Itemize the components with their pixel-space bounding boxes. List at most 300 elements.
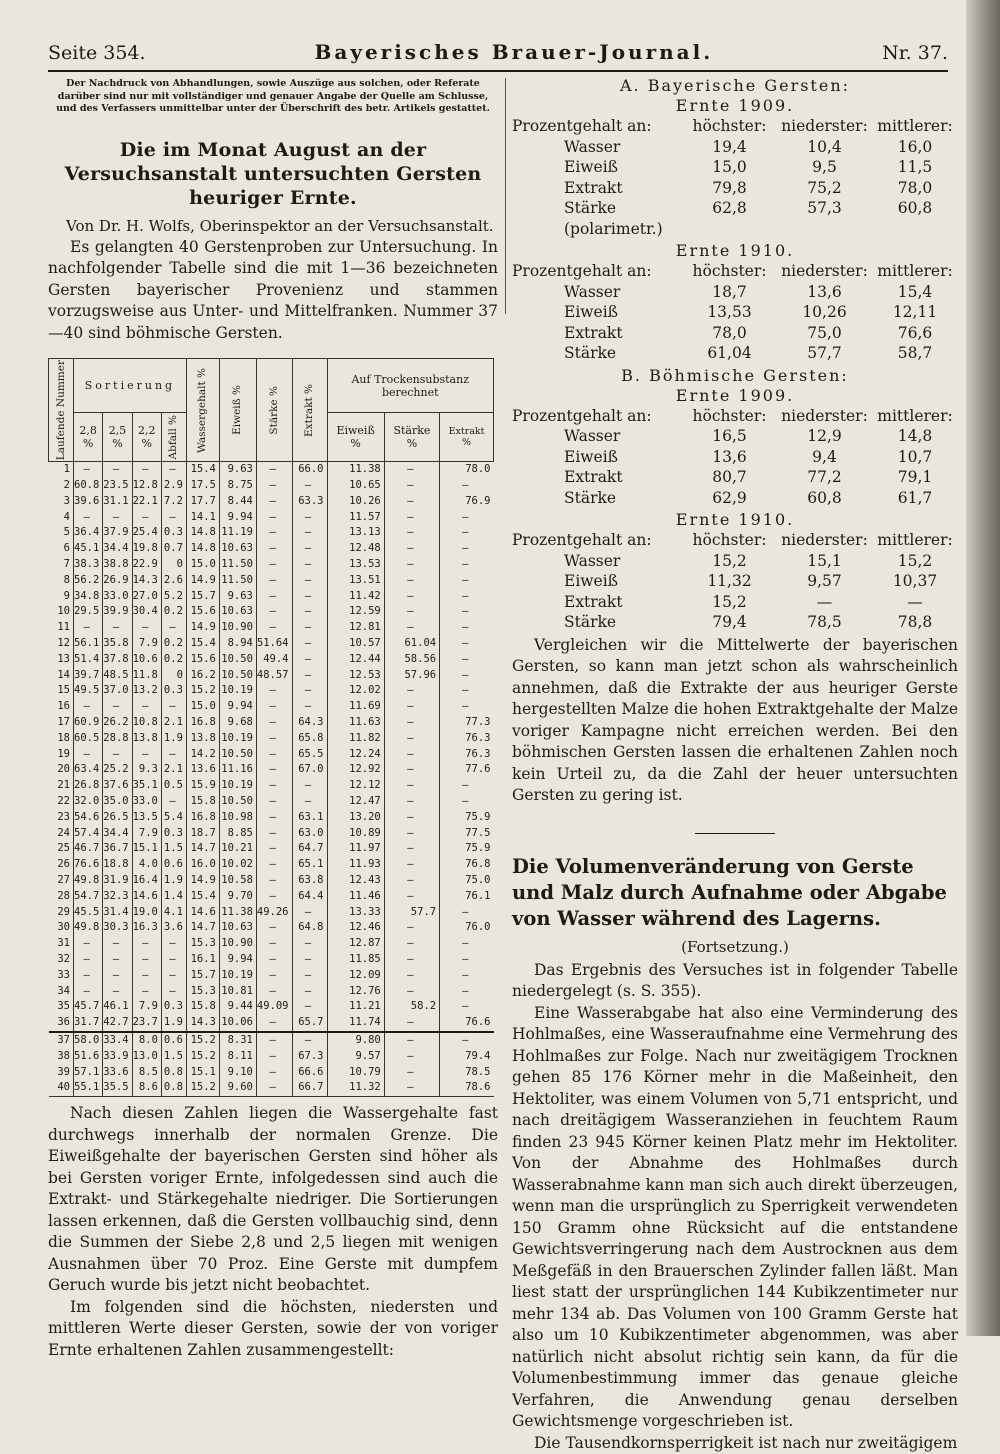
article2-continued: (Fortsetzung.) xyxy=(512,936,958,958)
table-cell: 10.19 xyxy=(219,968,256,984)
table-cell: 7.9 xyxy=(132,826,161,842)
table-cell: 15.8 xyxy=(186,999,219,1015)
table-cell: 5.2 xyxy=(161,589,186,605)
col-header-s22: 2,2 xyxy=(138,424,156,437)
table-cell: 16.4 xyxy=(132,873,161,889)
table-cell: 11.50 xyxy=(219,573,256,589)
table-cell: — xyxy=(132,952,161,968)
table-cell: — xyxy=(256,841,292,857)
table-cell: 10.19 xyxy=(219,778,256,794)
table-cell: 33.0 xyxy=(132,794,161,810)
table-cell: 16.2 xyxy=(186,668,219,684)
reprint-note: Der Nachdruck von Abhandlungen, sowie Auszüge aus solchen, oder Referate darüber sind nur mit vollständiger und genauer Angabe der Quelle am Schlusse, und des Verfassers unmittelbar unter der Überschrift des betr. Artikels gestattet. xyxy=(48,76,498,116)
table-cell: 19.8 xyxy=(132,541,161,557)
stats-value: 13,6 xyxy=(777,282,872,303)
table-cell: 67.3 xyxy=(292,1049,327,1065)
table-cell: — xyxy=(384,968,439,984)
page-number: Seite 354. xyxy=(48,42,146,64)
table-cell: — xyxy=(384,557,439,573)
stats-value: 13,53 xyxy=(682,302,777,323)
article2-title: Die Volumenveränderung von Gerste und Malz durch Aufnahme oder Abgabe von Wasser während des Lagerns. xyxy=(512,854,958,932)
stats-value: 78,0 xyxy=(872,178,958,199)
stats-row-label: Stärke xyxy=(512,488,682,509)
table-cell: 15.4 xyxy=(186,636,219,652)
table-cell: 48.5 xyxy=(103,668,132,684)
table-cell: 14.9 xyxy=(186,573,219,589)
table-row xyxy=(49,668,494,684)
table-cell: 10 xyxy=(49,604,74,620)
table-cell: — xyxy=(256,747,292,763)
stats-value: 12,11 xyxy=(872,302,958,323)
stats-value: 15,4 xyxy=(872,282,958,303)
table-cell: 15.0 xyxy=(186,699,219,715)
table-cell: — xyxy=(384,589,439,605)
table-row xyxy=(49,731,494,747)
article-byline: Von Dr. H. Wolfs, Oberinspektor an der Versuchsanstalt. xyxy=(48,216,498,237)
table-row xyxy=(49,683,494,699)
table-cell: 12.46 xyxy=(327,920,384,936)
table-cell: 46.7 xyxy=(74,841,103,857)
table-cell: — xyxy=(384,1049,439,1065)
table-cell: 42.7 xyxy=(103,1015,132,1032)
table-cell: — xyxy=(256,462,292,478)
table-cell: — xyxy=(132,620,161,636)
table-cell: 17 xyxy=(49,715,74,731)
table-cell: 12.24 xyxy=(327,747,384,763)
table-cell: 10.57 xyxy=(327,636,384,652)
stats-value: 78,5 xyxy=(777,612,872,633)
stats-conclusion: Vergleichen wir die Mittelwerte der bayerischen Gersten, so kann man jetzt schon als wahrscheinlich annehmen, daß die Extrakte der aus heuriger Gerste hergestellten Malze die hohen Extraktgehalte der Malze voriger Kampagne nicht erreichen werden. Bei den böhmischen Gersten lassen die erhaltenen Zahlen noch kein Urteil zu, da die Zahl der heuer untersuchten Gersten zu gering ist. xyxy=(512,635,958,807)
table-cell: — xyxy=(440,683,494,699)
table-cell: 35.8 xyxy=(103,636,132,652)
table-cell: 1.9 xyxy=(161,873,186,889)
table-cell: 14.3 xyxy=(186,1015,219,1032)
table-row xyxy=(49,699,494,715)
table-cell: 14.6 xyxy=(186,905,219,921)
table-cell: 11.57 xyxy=(327,510,384,526)
table-cell: 39.7 xyxy=(74,668,103,684)
table-cell: — xyxy=(161,747,186,763)
stats-header-max: höchster: xyxy=(682,530,777,551)
table-row xyxy=(49,936,494,952)
table-row xyxy=(49,920,494,936)
issue-number: Nr. 37. xyxy=(882,42,948,64)
table-row xyxy=(49,1080,494,1096)
table-cell: 34.8 xyxy=(74,589,103,605)
table-cell: — xyxy=(132,462,161,478)
table-cell: — xyxy=(440,1032,494,1049)
table-cell: 66.7 xyxy=(292,1080,327,1096)
stats-a-1909-table xyxy=(512,116,958,239)
table-cell: — xyxy=(440,652,494,668)
table-cell: 78.0 xyxy=(440,462,494,478)
table-cell: 54.6 xyxy=(74,810,103,826)
table-cell: 15.2 xyxy=(186,1049,219,1065)
table-cell: 31 xyxy=(49,936,74,952)
table-cell: — xyxy=(384,494,439,510)
header-rule xyxy=(48,70,948,72)
table-cell: — xyxy=(256,541,292,557)
table-cell: 4.1 xyxy=(161,905,186,921)
table-cell: — xyxy=(292,1032,327,1049)
table-cell: — xyxy=(292,541,327,557)
table-row xyxy=(49,778,494,794)
table-cell: 12.02 xyxy=(327,683,384,699)
table-cell: 0.7 xyxy=(161,541,186,557)
table-cell: 33.0 xyxy=(103,589,132,605)
table-cell: 15.7 xyxy=(186,968,219,984)
table-cell: 5.4 xyxy=(161,810,186,826)
journal-title: Bayerisches Brauer-Journal. xyxy=(314,40,713,64)
table-cell: — xyxy=(440,510,494,526)
table-cell: 11.74 xyxy=(327,1015,384,1032)
table-cell: 49.4 xyxy=(256,652,292,668)
table-cell: 0.3 xyxy=(161,525,186,541)
table-cell: 14 xyxy=(49,668,74,684)
table-cell: 15.2 xyxy=(186,1080,219,1096)
table-cell: 11.69 xyxy=(327,699,384,715)
stats-header-avg: mittlerer: xyxy=(872,261,958,282)
table-cell: — xyxy=(384,747,439,763)
table-cell: 15.7 xyxy=(186,589,219,605)
table-cell: 10.50 xyxy=(219,794,256,810)
stats-value: 14,8 xyxy=(872,426,958,447)
table-cell: — xyxy=(256,715,292,731)
table-cell: — xyxy=(256,778,292,794)
table-cell: — xyxy=(132,747,161,763)
table-cell: 37 xyxy=(49,1032,74,1049)
stats-b-1909-title: Ernte 1909. xyxy=(512,386,958,406)
table-cell: 32.0 xyxy=(74,794,103,810)
table-row xyxy=(49,841,494,857)
table-cell: — xyxy=(256,683,292,699)
table-cell: — xyxy=(384,1032,439,1049)
table-row xyxy=(49,589,494,605)
col-header-t-eiweiss: Eiweiß xyxy=(336,424,374,437)
table-cell: 11.97 xyxy=(327,841,384,857)
table-cell: 75.0 xyxy=(440,873,494,889)
table-cell: — xyxy=(292,668,327,684)
table-cell: 25.2 xyxy=(103,762,132,778)
table-cell: — xyxy=(292,525,327,541)
table-cell: 8.0 xyxy=(132,1032,161,1049)
table-cell: — xyxy=(256,589,292,605)
table-cell: 32 xyxy=(49,952,74,968)
table-row xyxy=(49,1049,494,1065)
table-cell: 13 xyxy=(49,652,74,668)
table-cell: 36.4 xyxy=(74,525,103,541)
table-cell: 15.2 xyxy=(186,1032,219,1049)
table-cell: 11.38 xyxy=(327,462,384,478)
table-cell: 56.1 xyxy=(74,636,103,652)
table-cell: 9.44 xyxy=(219,999,256,1015)
table-cell: — xyxy=(256,573,292,589)
page-binding-shadow xyxy=(966,0,1000,1336)
table-cell: — xyxy=(256,478,292,494)
stats-row-label: Stärke xyxy=(512,612,682,633)
table-cell: 9.70 xyxy=(219,889,256,905)
table-row xyxy=(49,999,494,1015)
stats-row-label: Extrakt xyxy=(512,592,682,613)
table-cell: — xyxy=(440,620,494,636)
table-cell: 15.6 xyxy=(186,604,219,620)
table-cell: 13.53 xyxy=(327,557,384,573)
stats-value: 58,7 xyxy=(872,343,958,364)
table-cell: 10.02 xyxy=(219,857,256,873)
table-cell: 15.9 xyxy=(186,778,219,794)
table-cell: 14.6 xyxy=(132,889,161,905)
table-cell: 63.0 xyxy=(292,826,327,842)
stats-b-1910-title: Ernte 1910. xyxy=(512,510,958,530)
table-cell: 11.19 xyxy=(219,525,256,541)
table-cell: — xyxy=(103,936,132,952)
table-cell: 29 xyxy=(49,905,74,921)
col-header-t-extrakt: Extrakt xyxy=(449,426,485,437)
table-cell: — xyxy=(161,699,186,715)
table-cell: 15.8 xyxy=(186,794,219,810)
table-cell: 30 xyxy=(49,920,74,936)
table-cell: 51.6 xyxy=(74,1049,103,1065)
stats-value: 12,9 xyxy=(777,426,872,447)
table-cell: 36 xyxy=(49,1015,74,1032)
table-cell: 13.0 xyxy=(132,1049,161,1065)
stats-value: 57,3 xyxy=(777,198,872,239)
table-row xyxy=(49,762,494,778)
col-header-sortierung: Sortierung xyxy=(74,359,187,413)
stats-value: 79,1 xyxy=(872,467,958,488)
table-cell: 54.7 xyxy=(74,889,103,905)
table-cell: — xyxy=(103,620,132,636)
right-column xyxy=(512,76,958,1316)
table-cell: 49.26 xyxy=(256,905,292,921)
table-cell: — xyxy=(292,984,327,1000)
table-cell: — xyxy=(440,905,494,921)
col-header-eiweiss: Eiweiß % xyxy=(232,385,243,435)
table-cell: 1.5 xyxy=(161,841,186,857)
table-cell: 56.2 xyxy=(74,573,103,589)
table-cell: 40 xyxy=(49,1080,74,1096)
table-cell: 37.6 xyxy=(103,778,132,794)
stats-header-max: höchster: xyxy=(682,406,777,427)
table-cell: 14.7 xyxy=(186,920,219,936)
table-cell: 66.0 xyxy=(292,462,327,478)
stats-row-label: Eiweiß xyxy=(512,571,682,592)
stats-row-label: Extrakt xyxy=(512,467,682,488)
table-cell: 60.9 xyxy=(74,715,103,731)
table-cell: — xyxy=(384,573,439,589)
table-cell: 15 xyxy=(49,683,74,699)
table-row xyxy=(49,573,494,589)
table-cell: 49.8 xyxy=(74,920,103,936)
table-cell: 10.50 xyxy=(219,668,256,684)
table-cell: 5 xyxy=(49,525,74,541)
table-cell: 60.8 xyxy=(74,478,103,494)
table-body xyxy=(49,462,494,1097)
table-row xyxy=(49,1015,494,1032)
table-cell: — xyxy=(256,810,292,826)
table-cell: 13.13 xyxy=(327,525,384,541)
stats-value: 15,0 xyxy=(682,157,777,178)
table-cell: — xyxy=(256,1032,292,1049)
stats-a-title: A. Bayerische Gersten: xyxy=(512,76,958,96)
stats-value: 16,0 xyxy=(872,137,958,158)
stats-value: 61,7 xyxy=(872,488,958,509)
table-cell: 76.1 xyxy=(440,889,494,905)
table-cell: 26.9 xyxy=(103,573,132,589)
table-cell: 1.9 xyxy=(161,731,186,747)
table-cell: 14.3 xyxy=(132,573,161,589)
table-cell: — xyxy=(103,699,132,715)
table-cell: — xyxy=(440,778,494,794)
table-cell: — xyxy=(256,557,292,573)
table-cell: 1.5 xyxy=(161,1049,186,1065)
stats-value: 15,2 xyxy=(682,551,777,572)
stats-header-label: Prozentgehalt an: xyxy=(512,530,682,551)
table-cell: — xyxy=(384,873,439,889)
table-cell: 0.2 xyxy=(161,652,186,668)
table-cell: 37.9 xyxy=(103,525,132,541)
table-cell: — xyxy=(384,510,439,526)
table-cell: 8.31 xyxy=(219,1032,256,1049)
table-row xyxy=(49,968,494,984)
table-cell: 12.44 xyxy=(327,652,384,668)
table-cell: 35.0 xyxy=(103,794,132,810)
table-cell: 76.6 xyxy=(440,1015,494,1032)
table-row xyxy=(49,984,494,1000)
pct-label: % xyxy=(350,437,360,450)
stats-value: 76,6 xyxy=(872,323,958,344)
table-cell: 58.2 xyxy=(384,999,439,1015)
table-cell: — xyxy=(292,699,327,715)
table-cell: — xyxy=(292,999,327,1015)
table-cell: 31.1 xyxy=(103,494,132,510)
table-cell: 0.2 xyxy=(161,604,186,620)
table-cell: 0.3 xyxy=(161,999,186,1015)
table-cell: — xyxy=(256,936,292,952)
table-cell: 16.8 xyxy=(186,715,219,731)
table-cell: 61.04 xyxy=(384,636,439,652)
table-cell: 8.6 xyxy=(132,1080,161,1096)
table-cell: — xyxy=(161,952,186,968)
table-cell: 63.3 xyxy=(292,494,327,510)
stats-value: 75,0 xyxy=(777,323,872,344)
table-cell: 0.3 xyxy=(161,683,186,699)
table-cell: — xyxy=(440,541,494,557)
table-cell: 2.6 xyxy=(161,573,186,589)
col-header-wasser: Wassergehalt % xyxy=(197,368,208,453)
table-cell: 66.6 xyxy=(292,1065,327,1081)
table-cell: 2.1 xyxy=(161,762,186,778)
stats-header-avg: mittlerer: xyxy=(872,116,958,137)
col-header-nr: Laufende Nummer xyxy=(56,360,67,460)
table-cell: — xyxy=(292,589,327,605)
table-cell: — xyxy=(161,936,186,952)
table-cell: 10.63 xyxy=(219,604,256,620)
table-cell: — xyxy=(103,462,132,478)
table-cell: 79.4 xyxy=(440,1049,494,1065)
table-row xyxy=(49,541,494,557)
table-cell: 60.5 xyxy=(74,731,103,747)
table-cell: — xyxy=(384,984,439,1000)
stats-header-label: Prozentgehalt an: xyxy=(512,261,682,282)
stats-value: 10,37 xyxy=(872,571,958,592)
table-row xyxy=(49,1032,494,1049)
table-cell: — xyxy=(440,478,494,494)
table-cell: — xyxy=(384,920,439,936)
table-cell: — xyxy=(256,857,292,873)
table-cell: 35.1 xyxy=(132,778,161,794)
table-cell: 27.0 xyxy=(132,589,161,605)
table-cell: — xyxy=(292,905,327,921)
table-cell: 13.33 xyxy=(327,905,384,921)
table-cell: — xyxy=(103,968,132,984)
table-cell: 30.3 xyxy=(103,920,132,936)
table-cell: 63.1 xyxy=(292,810,327,826)
table-cell: 8.85 xyxy=(219,826,256,842)
table-cell: 38.3 xyxy=(74,557,103,573)
table-cell: 11.38 xyxy=(219,905,256,921)
table-cell: 39.6 xyxy=(74,494,103,510)
stats-row-label: Wasser xyxy=(512,551,682,572)
table-cell: 30.4 xyxy=(132,604,161,620)
stats-value: 16,5 xyxy=(682,426,777,447)
table-cell: — xyxy=(161,794,186,810)
table-cell: — xyxy=(132,510,161,526)
table-cell: 11.42 xyxy=(327,589,384,605)
table-cell: — xyxy=(256,620,292,636)
table-cell: 12.59 xyxy=(327,604,384,620)
table-cell: 12.09 xyxy=(327,968,384,984)
table-cell: — xyxy=(440,968,494,984)
table-cell: 16.0 xyxy=(186,857,219,873)
stats-value: 18,7 xyxy=(682,282,777,303)
stats-value: 10,26 xyxy=(777,302,872,323)
table-cell: 10.06 xyxy=(219,1015,256,1032)
table-cell: 10.90 xyxy=(219,620,256,636)
table-cell: 26.5 xyxy=(103,810,132,826)
stats-b-1910-table xyxy=(512,530,958,633)
table-cell: 12.92 xyxy=(327,762,384,778)
table-cell: 49.09 xyxy=(256,999,292,1015)
table-cell: 25.4 xyxy=(132,525,161,541)
table-cell: 46.1 xyxy=(103,999,132,1015)
table-cell: — xyxy=(440,936,494,952)
table-cell: 29.5 xyxy=(74,604,103,620)
table-cell: 14.8 xyxy=(186,525,219,541)
table-row xyxy=(49,462,494,478)
table-cell: 15.1 xyxy=(132,841,161,857)
table-cell: — xyxy=(103,952,132,968)
stats-header-min: niederster: xyxy=(777,116,872,137)
table-cell: — xyxy=(161,968,186,984)
table-cell: 12.76 xyxy=(327,984,384,1000)
table-cell: 4 xyxy=(49,510,74,526)
table-row xyxy=(49,652,494,668)
table-cell: 0 xyxy=(161,668,186,684)
table-cell: 33 xyxy=(49,968,74,984)
table-cell: — xyxy=(440,573,494,589)
table-cell: 9.94 xyxy=(219,510,256,526)
table-cell: 78.6 xyxy=(440,1080,494,1096)
table-cell: — xyxy=(440,952,494,968)
table-cell: 33.9 xyxy=(103,1049,132,1065)
stats-row-label: Wasser xyxy=(512,282,682,303)
table-cell: 34 xyxy=(49,984,74,1000)
table-cell: — xyxy=(161,510,186,526)
stats-value: 15,2 xyxy=(682,592,777,613)
article2-paragraph-3: Die Tausendkornsperrigkeit ist nach nur zweitägigem xyxy=(512,1433,958,1454)
table-cell: 4.0 xyxy=(132,857,161,873)
